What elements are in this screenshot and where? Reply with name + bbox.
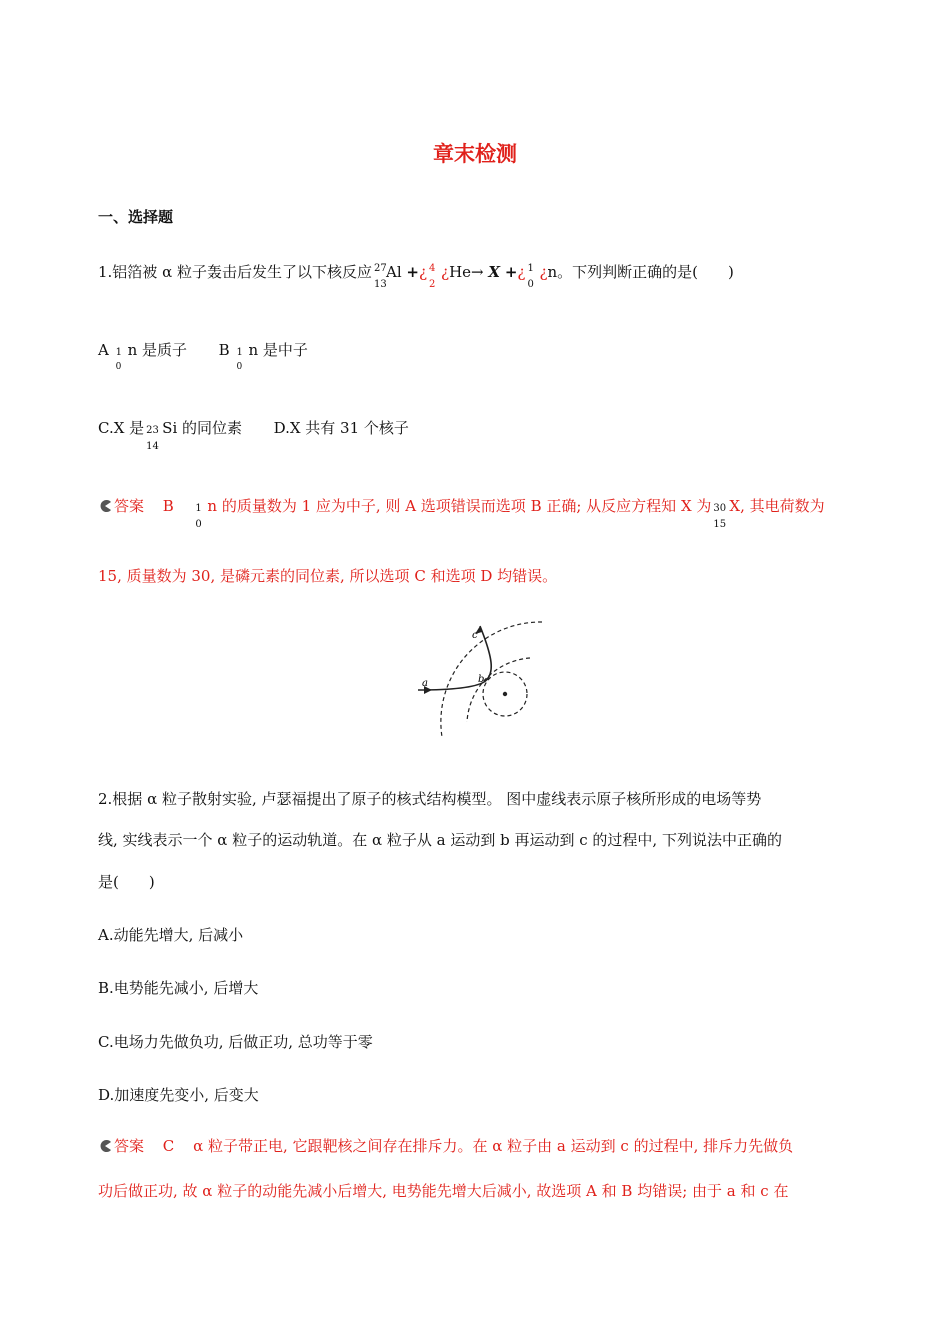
option-d-text: D.X 共有 31 个核子: [273, 419, 409, 437]
option-a-nuclide: [114, 341, 128, 372]
answer-label: 答案: [114, 497, 145, 515]
label-c: c: [472, 630, 478, 641]
answer-label: 答案: [114, 1137, 145, 1155]
q2-option-a: A.动能先增大, 后减小: [98, 926, 244, 944]
section-heading: 一、选择题: [98, 208, 174, 226]
al-symbol: Al: [385, 263, 402, 281]
answer-marker-icon: [98, 1139, 112, 1153]
label-b: b: [478, 674, 485, 685]
q2-option-d: D.加速度先变小, 后变大: [98, 1086, 259, 1104]
n-mark-2: ¿: [539, 263, 548, 281]
option-a-mass: 1: [115, 347, 122, 358]
q1-stem: [98, 262, 734, 290]
outer-equipotential: [441, 622, 542, 737]
answer-letter: B: [162, 497, 174, 515]
q2-option-b: B.电势能先减小, 后增大: [98, 979, 259, 997]
q1-answer: [98, 496, 825, 530]
answer-n-mass: 1: [195, 503, 202, 514]
answer-x-mass: 30: [713, 503, 727, 514]
q2-answer: [98, 1136, 793, 1156]
option-c-nuclide: [144, 419, 162, 452]
q2-answer-line2: 功后做正功, 故 α 粒子的动能先减小后增大, 电势能先增大后减小, 故选项 A 和 B 均错误; 由于 a 和 c 在: [98, 1182, 789, 1200]
he-atomic-number: 2: [429, 279, 436, 290]
q1-option-c-d: [98, 418, 409, 452]
answer-text-line1: α 粒子带正电, 它跟靶核之间存在排斥力。在 α 粒子由 a 运动到 c 的过程中, 排斥力先做负: [193, 1137, 794, 1155]
n-mass-number: 1: [527, 263, 534, 274]
answer-text-b: X, 其电荷数为: [729, 497, 825, 515]
he-symbol: He: [449, 263, 472, 281]
answer-letter: C: [162, 1137, 175, 1155]
q1-answer-line2: 15, 质量数为 30, 是磷元素的同位素, 所以选项 C 和选项 D 均错误。: [98, 567, 558, 585]
he-mark: ¿: [418, 263, 428, 281]
option-a-label: A: [98, 341, 109, 359]
answer-n-atomic: 0: [195, 519, 202, 530]
option-c-text-b: Si 的同位素: [162, 419, 243, 437]
n-mark: ¿: [517, 263, 526, 281]
answer-x-nuclide: [711, 497, 729, 530]
q2-stem-line1: 2.根据 α 粒子散射实验, 卢瑟福提出了原子的核式结构模型。 图中虚线表示原子核所形成的电场等势: [98, 790, 762, 808]
option-c-atomic: 14: [146, 441, 159, 452]
label-a: a: [422, 678, 428, 689]
al-mass-number: 27: [373, 263, 387, 274]
q1-stem-end: 。下列判断正确的是( ): [557, 263, 734, 281]
reaction-arrow: →: [471, 263, 484, 281]
answer-marker-icon: [98, 499, 112, 513]
option-b-atomic: 0: [236, 362, 243, 372]
q2-stem-line3: 是( ): [98, 873, 155, 891]
answer-n-nuclide: [193, 497, 207, 530]
option-b-mass: 1: [236, 347, 243, 358]
plus-sign: +: [406, 263, 419, 281]
option-c-text-a: C.X 是: [98, 419, 145, 437]
option-c-mass: 23: [146, 425, 159, 436]
n-atomic-number: 0: [527, 279, 534, 290]
q2-stem-line2: 线, 实线表示一个 α 粒子的运动轨道。在 α 粒子从 a 运动到 b 再运动到 c 的过程中, 下列说法中正确的: [98, 831, 782, 849]
x-symbol: X: [488, 263, 501, 281]
q1-stem-text: 1.铝箔被 α 粒子轰击后发生了以下核反应: [98, 263, 372, 281]
option-a-atomic: 0: [115, 362, 122, 372]
he-mark-2: ¿: [441, 263, 450, 281]
q1-option-a-b: [98, 340, 308, 372]
answer-text-a: n 的质量数为 1 应为中子, 则 A 选项错误而选项 B 正确; 从反应方程知 X 为: [207, 497, 712, 515]
scattering-figure: [412, 612, 546, 742]
option-b-label: B: [218, 341, 230, 359]
n-nuclide-numbers: [525, 263, 539, 290]
q2-option-c: C.电场力先做负功, 后做正功, 总功等于零: [98, 1033, 373, 1051]
option-b-nuclide: [234, 341, 248, 372]
page-title: 章末检测: [433, 142, 517, 166]
al-atomic-number: 13: [373, 279, 387, 290]
he-mass-number: 4: [429, 263, 436, 274]
n-symbol: n: [547, 263, 558, 281]
plus-sign-2: +: [504, 263, 518, 281]
option-a-text: n 是质子: [127, 341, 188, 359]
al-nuclide-numbers: [372, 263, 387, 290]
he-nuclide-numbers: [427, 263, 441, 290]
nucleus-dot: [503, 692, 507, 696]
middle-equipotential: [467, 658, 530, 722]
answer-x-atomic: 15: [713, 519, 727, 530]
option-b-text: n 是中子: [248, 341, 308, 359]
